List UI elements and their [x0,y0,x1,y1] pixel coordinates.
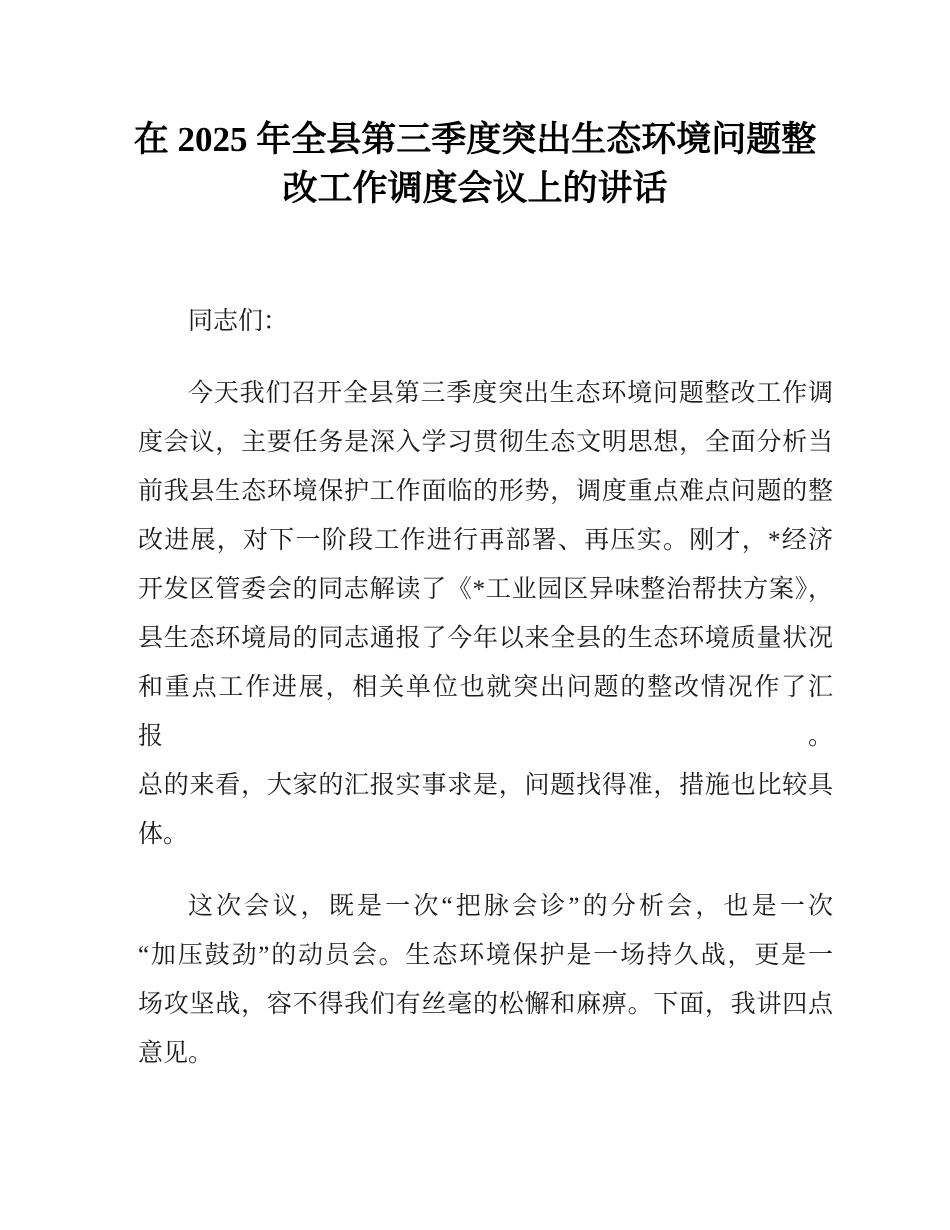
title-line-2: 改工作调度会议上的讲话 [282,169,668,208]
paragraph-2-line-4: 意见。 [138,1040,214,1067]
paragraph-2-line-2: “加压鼓劲”的动员会。生态环境保护是一场持久战，更是一 [138,942,833,969]
salutation-paragraph [138,297,833,346]
paragraph-1-line-7: 和重点工作进展，相关单位也就突出问题的整改情况作了汇报。 [138,674,833,750]
paragraph-1-line-6: 县生态环境局的同志通报了今年以来全县的生态环境质量状况 [138,625,833,652]
paragraph-2-line-1: 这次会议，既是一次“把脉会诊”的分析会，也是一次 [188,893,833,920]
paragraph-1-line-5: 开发区管委会的同志解读了《*工业园区异味整治帮扶方案》， [138,576,833,603]
paragraph-2-line-3: 场攻坚战，容不得我们有丝毫的松懈和麻痹。下面，我讲四点 [138,991,833,1018]
paragraph-1-line-8: 总的来看，大家的汇报实事求是，问题找得准，措施也比较具 [138,772,833,799]
document-title [0,0,950,213]
paragraph-1-line-2: 度会议，主要任务是深入学习贯彻生态文明思想，全面分析当 [138,429,833,456]
salutation-text: 同志们： [188,308,289,335]
paragraph-meeting-overview [138,369,833,859]
paragraph-1-line-3: 前我县生态环境保护工作面临的形势，调度重点难点问题的整 [138,478,833,505]
paragraph-1-line-9: 体。 [138,821,189,848]
document-body [138,297,833,1078]
paragraph-meeting-significance [138,882,833,1078]
title-line-1: 在 2025 年全县第三季度突出生态环境问题整 [133,120,817,159]
paragraph-1-line-1: 今天我们召开全县第三季度突出生态环境问题整改工作调 [188,380,833,407]
paragraph-1-line-4: 改进展，对下一阶段工作进行再部署、再压实。刚才，*经济 [138,527,833,554]
